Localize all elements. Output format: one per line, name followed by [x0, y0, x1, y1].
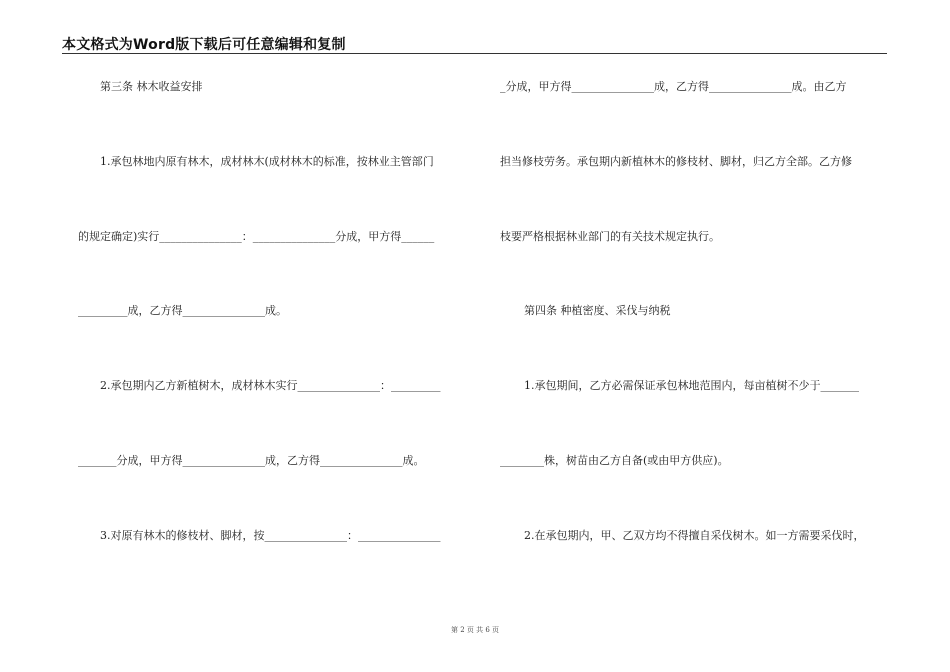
- paragraph-line: _分成，甲方得_______________成，乙方得_______________成。由乙方: [500, 80, 847, 93]
- paragraph-line: 2.在承包期内，甲、乙双方均不得擅自采伐树木。如一方需要采伐时，: [524, 529, 865, 542]
- paragraph-line: _______分成，甲方得_______________成，乙方得_______________成。: [78, 454, 425, 467]
- section-heading-4: 第四条 种植密度、采伐与纳税: [524, 304, 671, 317]
- paragraph-line: 2.承包期内乙方新植树木，成材林木实行_______________：_________: [100, 379, 441, 392]
- paragraph-line: 担当修枝劳务。承包期内新植林木的修枝材、脚材，归乙方全部。乙方修: [500, 155, 852, 168]
- page-number-footer: 第 2 页 共 6 页: [450, 626, 500, 634]
- section-heading-3: 第三条 林木收益安排: [100, 80, 203, 93]
- header-divider: [62, 53, 887, 54]
- document-header-title: 本文格式为Word版下载后可任意编辑和复制: [62, 37, 346, 53]
- paragraph-line: 的规定确定)实行_______________：_______________分成，甲方得______: [78, 230, 435, 243]
- paragraph-line: ________株，树苗由乙方自备(或由甲方供应)。: [500, 454, 729, 467]
- paragraph-line: 1.承包林地内原有林木，成材林木(成材林木的标准，按林业主管部门: [100, 155, 434, 168]
- paragraph-line: 枝要严格根据林业部门的有关技术规定执行。: [500, 230, 720, 243]
- paragraph-line: 3.对原有林木的修枝材、脚材，按_______________：_______________: [100, 529, 441, 542]
- paragraph-line: 1.承包期间，乙方必需保证承包林地范围内，每亩植树不少于_______: [524, 379, 859, 392]
- paragraph-line: _________成，乙方得_______________成。: [78, 304, 287, 317]
